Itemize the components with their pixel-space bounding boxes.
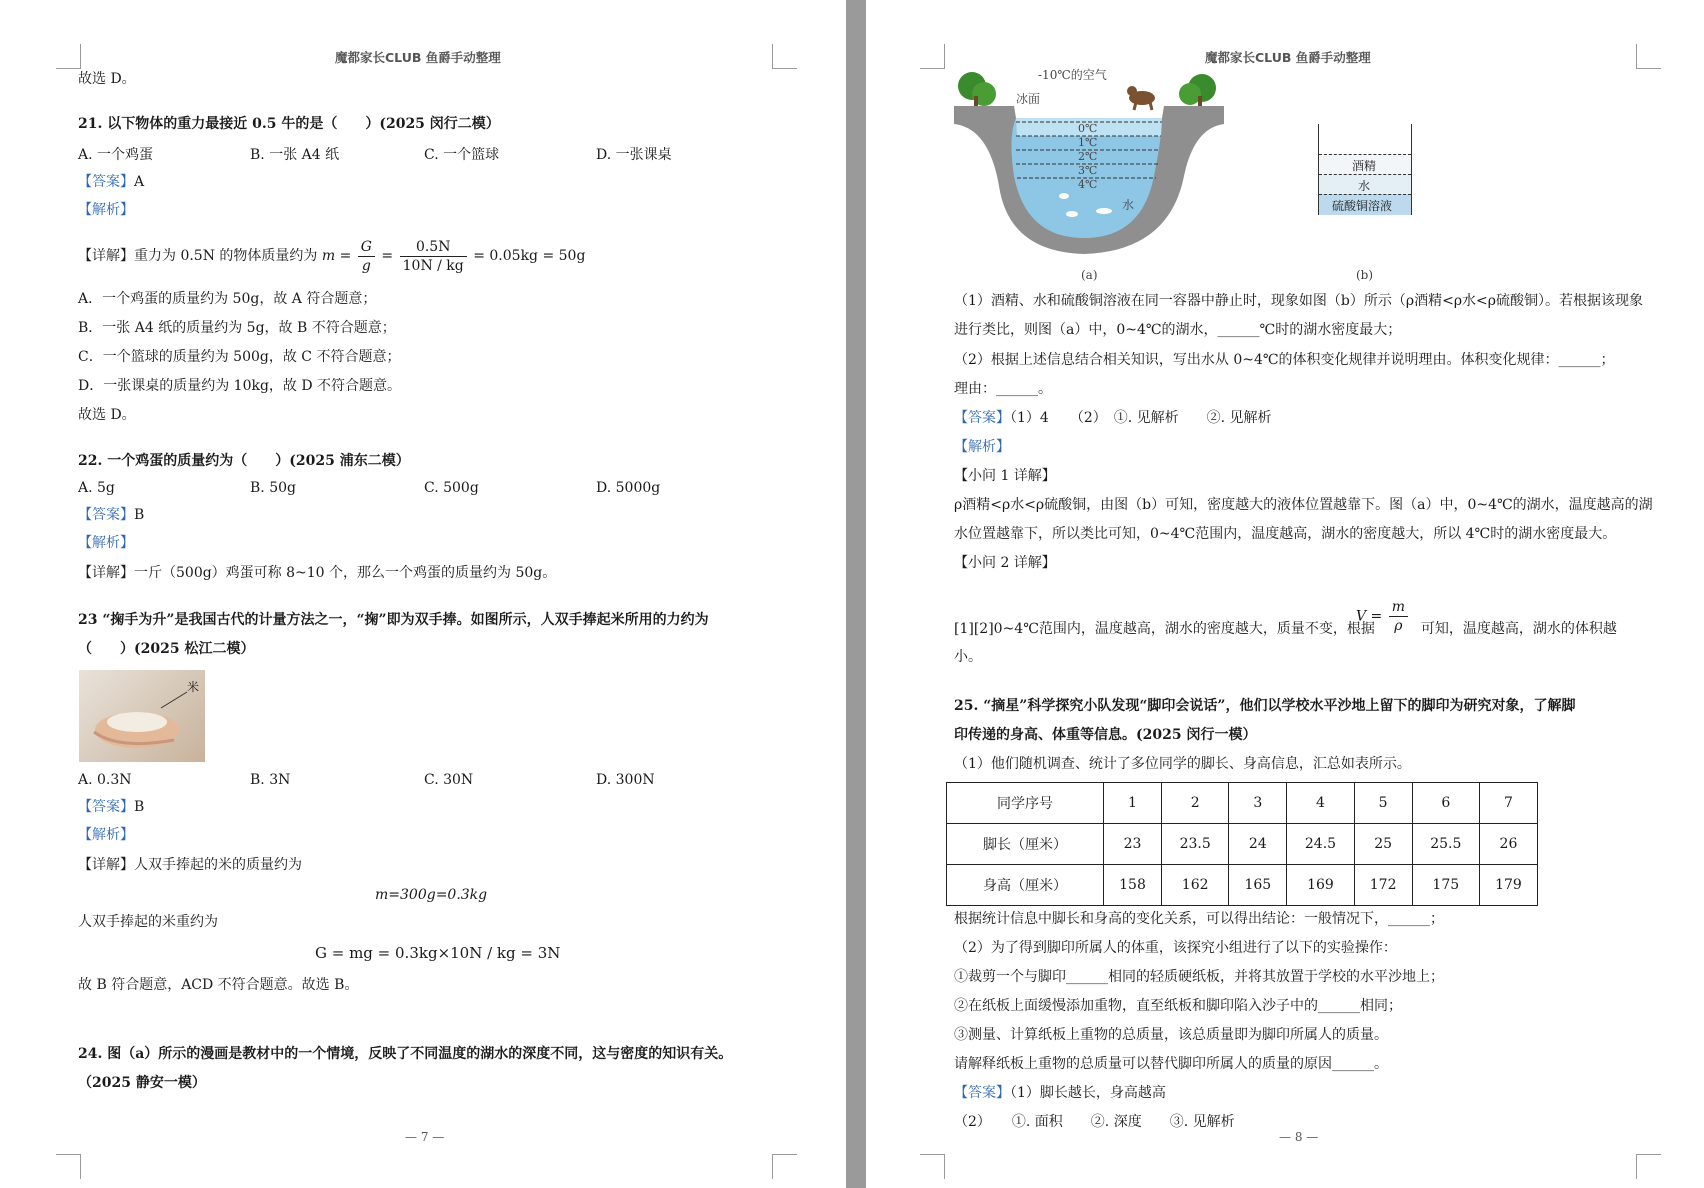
fraction-m-over-rho: $\frac{m}{\rho}$	[1389, 598, 1408, 635]
table-cell: 24.5	[1287, 824, 1354, 865]
question-23-title: 23 “掬手为升”是我国古代的计量方法之一，“掬”即为双手捧。如图所示，人双手捧起米所用的力约为	[78, 612, 709, 628]
table-row	[947, 824, 1538, 865]
figure-a-lake	[954, 66, 1224, 256]
text-line: （1）酒精、水和硫酸铜溶液在同一容器中静止时，现象如图（b）所示（ρ酒精<ρ水<ρ硫酸铜）。若根据该现象	[954, 293, 1644, 309]
table-cell: 23.5	[1162, 824, 1229, 865]
document-page-8	[866, 0, 1704, 1188]
table-cell: 1	[1104, 783, 1162, 824]
table-cell: 6	[1412, 783, 1479, 824]
crop-mark	[772, 1154, 797, 1179]
temp-label: 1℃	[1078, 136, 1098, 149]
text-line: ρ酒精<ρ水<ρ硫酸铜，由图（b）可知，密度越大的液体位置越靠下。图（a）中，0~4℃的湖水，温度越高的湖	[954, 497, 1653, 513]
equation-mass: m=300g=0.3kg	[375, 887, 488, 903]
detail-line: 人双手捧起的米重约为	[78, 914, 218, 930]
table-cell: 24	[1229, 824, 1287, 865]
option-b: B. 50g	[250, 480, 296, 496]
detail-text: 重力为 0.5N 的物体质量约为	[134, 248, 318, 264]
water-label: 水	[1122, 198, 1135, 212]
temp-label: 3℃	[1078, 164, 1098, 177]
table-cell: 158	[1104, 865, 1162, 906]
answer-tag: 【答案】	[78, 507, 134, 523]
table-cell: 169	[1287, 865, 1354, 906]
table-cell: 179	[1479, 865, 1537, 906]
temp-label: 0℃	[1078, 122, 1098, 135]
question-22-title: 22. 一个鸡蛋的质量约为（ ）(2025 浦东二模）	[78, 453, 410, 469]
question-24-title: 24. 图（a）所示的漫画是教材中的一个情境，反映了不同温度的湖水的深度不同，这与密度的知识有关。	[78, 1046, 733, 1062]
answer-tag: 【答案】	[78, 174, 134, 190]
formula-density: V = $\frac{m}{\rho}$	[1356, 598, 1410, 635]
rice-label: 米	[187, 680, 200, 694]
detail-tag: 【详解】	[78, 248, 134, 264]
temp-label: 4℃	[1078, 178, 1098, 191]
option-c: C. 500g	[424, 480, 479, 496]
table-cell: 165	[1229, 865, 1287, 906]
analysis-tag: 【解析】	[78, 535, 134, 551]
detail-line: 故选 D。	[78, 407, 136, 423]
page-gutter	[846, 0, 866, 1188]
table-cell: 身高（厘米）	[947, 865, 1104, 906]
answer-line	[78, 798, 144, 816]
text-line: 进行类比，则图（a）中，0~4℃的湖水，______℃时的湖水密度最大；	[954, 322, 1402, 338]
layer-label: 硫酸铜溶液	[1332, 199, 1393, 213]
text-line: [1][2]0~4℃范围内，温度越高，湖水的密度越大，质量不变，根据 可知，温度越高，湖水的体积越	[954, 621, 1617, 637]
detail-text: 一斤（500g）鸡蛋可称 8~10 个，那么一个鸡蛋的质量约为 50g。	[134, 565, 557, 581]
table-row	[947, 865, 1538, 906]
layer-label: 水	[1358, 179, 1371, 193]
question-24-title-cont: （2025 静安一模）	[78, 1075, 206, 1091]
crop-mark	[1636, 1154, 1661, 1179]
analysis-tag: 【解析】	[78, 827, 134, 843]
crop-mark	[772, 44, 797, 69]
question-21-title: 21. 以下物体的重力最接近 0.5 牛的是（ ）(2025 闵行二模）	[78, 116, 500, 132]
option-d: D. 一张课桌	[596, 147, 672, 163]
analysis-tag: 【解析】	[78, 202, 134, 218]
text-line: （2）根据上述信息结合相关知识，写出水从 0~4℃的体积变化规律并说明理由。体积变化规律：______；	[954, 352, 1615, 368]
crop-mark	[56, 1154, 81, 1179]
table-row	[947, 783, 1538, 824]
subsection-tag: 【小问 1 详解】	[954, 468, 1056, 484]
table-cell: 3	[1229, 783, 1287, 824]
fraction-value: $\frac{0.5N}{10N / kg}$	[400, 238, 467, 275]
question-25-title-cont: 印传递的身高、体重等信息。(2025 闵行一模）	[954, 727, 1257, 743]
text-line: ③测量、计算纸板上重物的总质量，该总质量即为脚印所属人的质量。	[954, 1027, 1388, 1043]
crop-mark	[920, 44, 945, 69]
option-d: D. 300N	[596, 772, 655, 788]
table-cell: 2	[1162, 783, 1229, 824]
detail-line: A．一个鸡蛋的质量约为 50g，故 A 符合题意；	[78, 291, 377, 307]
table-cell: 25.5	[1412, 824, 1479, 865]
answer-tag: 【答案】	[954, 410, 1010, 426]
detail-line: 【详解】重力为 0.5N 的物体质量约为 m = $\frac{G}{g}$ = $\frac{0.5N}{10N / kg}$ = 0.05kg = 50g	[78, 238, 586, 274]
page-number: — 8 —	[1279, 1130, 1319, 1144]
answer-tag: 【答案】	[78, 799, 134, 815]
option-b: B. 一张 A4 纸	[250, 147, 340, 163]
table-cell: 23	[1104, 824, 1162, 865]
table-cell: 脚长（厘米）	[947, 824, 1104, 865]
table-cell: 175	[1412, 865, 1479, 906]
layer-label: 酒精	[1352, 159, 1377, 173]
equation-weight: G = mg = 0.3kg×10N / kg = 3N	[315, 944, 561, 962]
answer-line	[954, 1084, 1166, 1102]
detail-tag: 【详解】	[78, 565, 134, 581]
figure-a-caption: (a)	[1081, 268, 1098, 282]
equation-result: = 0.05kg = 50g	[473, 248, 586, 264]
answer-line	[954, 409, 1272, 427]
text-line: 水位置越靠下，所以类比可知，0~4℃范围内，温度越高，湖水的密度越大，所以 4℃时的湖水密度最大。	[954, 526, 1617, 542]
hands-holding-rice-image	[79, 670, 205, 762]
option-a: A. 0.3N	[78, 772, 132, 788]
figure-b-caption: (b)	[1356, 268, 1374, 282]
table-cell: 5	[1354, 783, 1412, 824]
answer-line	[78, 506, 144, 524]
question-25-title: 25. “摘星”科学探究小队发现“脚印会说话”，他们以学校水平沙地上留下的脚印为研究对象，了解脚	[954, 698, 1576, 714]
answer-value: （1）4 （2） ①. 见解析 ②. 见解析	[1010, 410, 1272, 426]
document-page-7	[0, 0, 846, 1188]
answer-tag: 【答案】	[954, 1085, 1010, 1101]
figure-b-beaker	[1318, 124, 1414, 216]
page-number: — 7 —	[405, 1130, 445, 1144]
table-cell: 26	[1479, 824, 1537, 865]
crop-mark	[56, 44, 81, 69]
text-line: 请解释纸板上重物的总质量可以替代脚印所属人的质量的原因______。	[954, 1056, 1388, 1072]
analysis-tag: 【解析】	[954, 439, 1010, 455]
option-a: A. 5g	[78, 480, 115, 496]
detail-line: B．一张 A4 纸的质量约为 5g，故 B 不符合题意；	[78, 320, 396, 336]
text-line: 根据统计信息中脚长和身高的变化关系，可以得出结论：一般情况下，______；	[954, 911, 1444, 927]
detail-line: D．一张课桌的质量约为 10kg，故 D 不符合题意。	[78, 378, 402, 394]
page-header: 魔都家长CLUB 鱼爵手动整理	[1205, 50, 1371, 65]
table-cell: 7	[1479, 783, 1537, 824]
temp-label: 2℃	[1078, 150, 1098, 163]
answer-value: B	[134, 799, 145, 815]
table-cell: 162	[1162, 865, 1229, 906]
option-b: B. 3N	[250, 772, 291, 788]
detail-text: 人双手捧起的米的质量约为	[134, 857, 302, 873]
data-table	[946, 782, 1538, 906]
detail-line	[78, 564, 556, 582]
option-c: C. 30N	[424, 772, 474, 788]
option-d: D. 5000g	[596, 480, 661, 496]
fraction-G-over-g: $\frac{G}{g}$	[358, 238, 375, 275]
text-line: （2）为了得到脚印所属人的体重，该探究小组进行了以下的实验操作：	[954, 940, 1397, 956]
crop-mark	[1636, 44, 1661, 69]
option-c: C. 一个篮球	[424, 147, 500, 163]
option-a: A. 一个鸡蛋	[78, 147, 154, 163]
page-header: 魔都家长CLUB 鱼爵手动整理	[335, 50, 501, 65]
text-line: （1）他们随机调查、统计了多位同学的脚长、身高信息，汇总如表所示。	[954, 756, 1411, 772]
text-line: 小。	[954, 649, 982, 665]
detail-tag: 【详解】	[78, 857, 134, 873]
table-cell: 25	[1354, 824, 1412, 865]
text-line: ②在纸板上面缓慢添加重物，直至纸板和脚印陷入沙子中的______相同；	[954, 998, 1402, 1014]
table-cell: 172	[1354, 865, 1412, 906]
detail-line: C．一个篮球的质量约为 500g，故 C 不符合题意；	[78, 349, 401, 365]
question-23-title-cont: （ ）(2025 松江二模）	[78, 641, 255, 657]
table-cell: 4	[1287, 783, 1354, 824]
answer-value: A	[134, 174, 145, 190]
answer-value: （1）脚长越长，身高越高	[1010, 1085, 1166, 1101]
equation-m: m	[321, 248, 336, 264]
ice-label: 冰面	[1016, 92, 1041, 106]
text-line: ①裁剪一个与脚印______相同的轻质硬纸板，并将其放置于学校的水平沙地上；	[954, 969, 1444, 985]
detail-line: 故 B 符合题意，ACD 不符合题意。故选 B。	[78, 977, 359, 993]
answer-line	[78, 173, 144, 191]
table-cell: 同学序号	[947, 783, 1104, 824]
answer-value: B	[134, 507, 145, 523]
subsection-tag: 【小问 2 详解】	[954, 555, 1056, 571]
crop-mark	[920, 1154, 945, 1179]
answer-line: （2） ①. 面积 ②. 深度 ③. 见解析	[954, 1114, 1235, 1130]
text-line: 故选 D。	[78, 71, 136, 87]
air-label: -10℃的空气	[1038, 68, 1107, 82]
text-line: 理由：______。	[954, 381, 1052, 397]
detail-line	[78, 856, 302, 874]
